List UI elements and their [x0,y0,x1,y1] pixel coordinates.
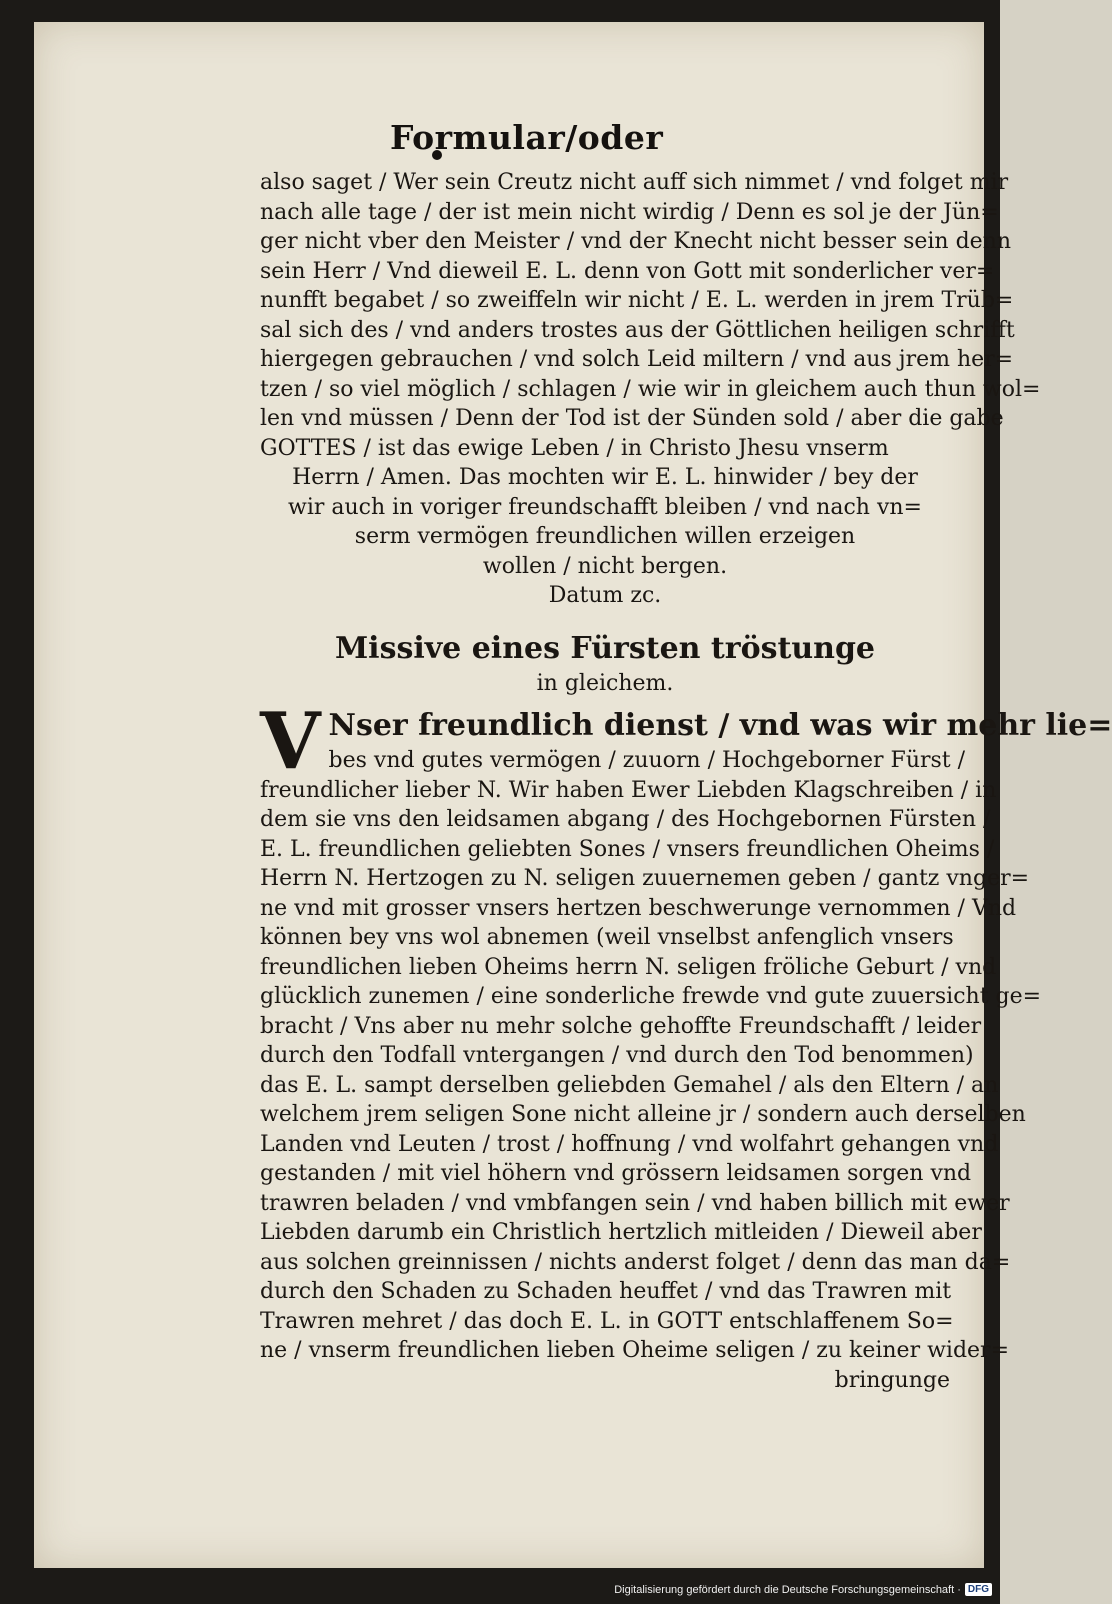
text-line: Trawren mehret / das doch E. L. in GOTT entschlaffenem So= [260,1308,954,1334]
text-line: nach alle tage / der ist mein nicht wirdig / Denn es sol je der Jün= [260,199,999,225]
text-line: trawren beladen / vnd vmbfangen sein / vnd haben billich mit ewer [260,1190,1010,1216]
text-line: hiergegen gebrauchen / vnd solch Leid miltern / vnd aus jrem her= [260,347,1014,372]
text-line: also saget / Wer sein Creutz nicht auff sich nimmet / vnd folget mir [260,170,1009,195]
text-line: bringunge [834,1367,950,1393]
drop-cap-initial: V [260,696,321,787]
text-line: nunfft begabet / so zweiffeln wir nicht / E. L. werden in jrem Trüb= [260,288,1014,313]
text-line: wollen / nicht bergen. [482,553,728,579]
text-line: gestanden / mit viel höhern vnd grössern leidsamen sorgen vnd [260,1161,972,1186]
text-line: Liebden darumb ein Christlich hertzlich mitleiden / Dieweil aber [260,1220,982,1245]
text-line: glücklich zunemen / eine sonderliche frewde vnd gute zuuersicht ge= [260,984,1042,1009]
text-line: bes vnd gutes vermögen / zuuorn / Hochgeborner Fürst / [328,748,966,773]
letter-paragraph [260,696,1112,1395]
text-line: können bey vns wol abnemen (weil vnselbst anfenglich vnsers [260,925,954,950]
text-line: Datum zc. [548,583,662,608]
text-line: dem sie vns den leidsamen abgang / des Hochgebornen Fürsten / [260,807,991,832]
text-line: durch den Schaden zu Schaden heuffet / vnd das Trawren mit [260,1279,952,1304]
letter-lines [260,746,1042,1395]
text-line: Herrn / Amen. Das mochten wir E. L. hinwider / bey der [292,465,918,490]
text-line: tzen / so viel möglich / schlagen / wie wir in gleichem auch thun wol= [260,376,1041,402]
text-line: freundlichen lieben Oheims herrn N. seligen frölichе Geburt / vnd [260,954,997,980]
section-subheading: in gleichem. [536,670,674,696]
text-line: sein Herr / Vnd dieweil E. L. denn von Gott mit sonderlicher ver= [260,258,995,284]
text-line: Herrn N. Hertzogen zu N. seligen zuuernemen geben / gantz vnger= [260,866,1030,891]
text-line: ne / vnserm freundlichen lieben Oheime seligen / zu keiner wider= [260,1338,1010,1363]
body-paragraph [260,168,1041,611]
section-heading: Missive eines Fürsten tröstunge [334,630,876,666]
text-line: E. L. freundlichen geliebten Sones / vnsers freundlichen Oheims / [260,836,995,862]
footer-text: Digitalisierung gefördert durch die Deutsche Forschungsgemeinschaft · [614,1583,961,1596]
footer-credit [614,1583,992,1596]
text-line: wir auch in voriger freundschafft bleiben / vnd nach vn= [288,494,922,520]
text-line: len vnd müssen / Denn der Tod ist der Sünden sold / aber die gabe [260,406,1004,431]
text-line: bracht / Vns aber nu mehr solche gehoffte Freundschafft / leider [260,1013,982,1039]
running-head: Formular/oder [390,118,664,157]
dfg-logo-icon: DFG [965,1583,992,1596]
text-line: GOTTES / ist das ewige Leben / in Christo Jhesu vnserm [260,435,889,461]
text-line: Landen vnd Leuten / trost / hoffnung / vnd wolfahrt gehangen vnd [260,1131,999,1157]
text-line: aus solchen greinnissen / nichts anderst folget / denn das man da= [260,1249,1011,1275]
text-line: das E. L. sampt derselben geliebden Gemahel / als den Eltern / an [260,1072,999,1098]
text-line: welchem jrem seligen Sone nicht alleine jr / sondern auch derselben [260,1102,1026,1127]
text-line: serm vermögen freundlichen willen erzeigen [354,524,856,549]
text-block [260,168,1112,1395]
letter-first-line: Nser freundlich dienst / vnd was wir mehr lie= [328,708,1112,743]
text-line: sal sich des / vnd anders trostes aus der Göttlichen heiligen schrifft [260,317,1015,343]
text-line: durch den Todfall vntergangen / vnd durch den Tod benommen) [260,1043,974,1068]
text-line: freundlicher lieber N. Wir haben Ewer Liebden Klagschreiben / in [260,777,997,803]
text-line: ne vnd mit grosser vnsers hertzen beschwerunge vernommen / Vnd [260,895,1017,921]
text-line: ger nicht vber den Meister / vnd der Knecht nicht besser sein denn [260,229,1012,254]
